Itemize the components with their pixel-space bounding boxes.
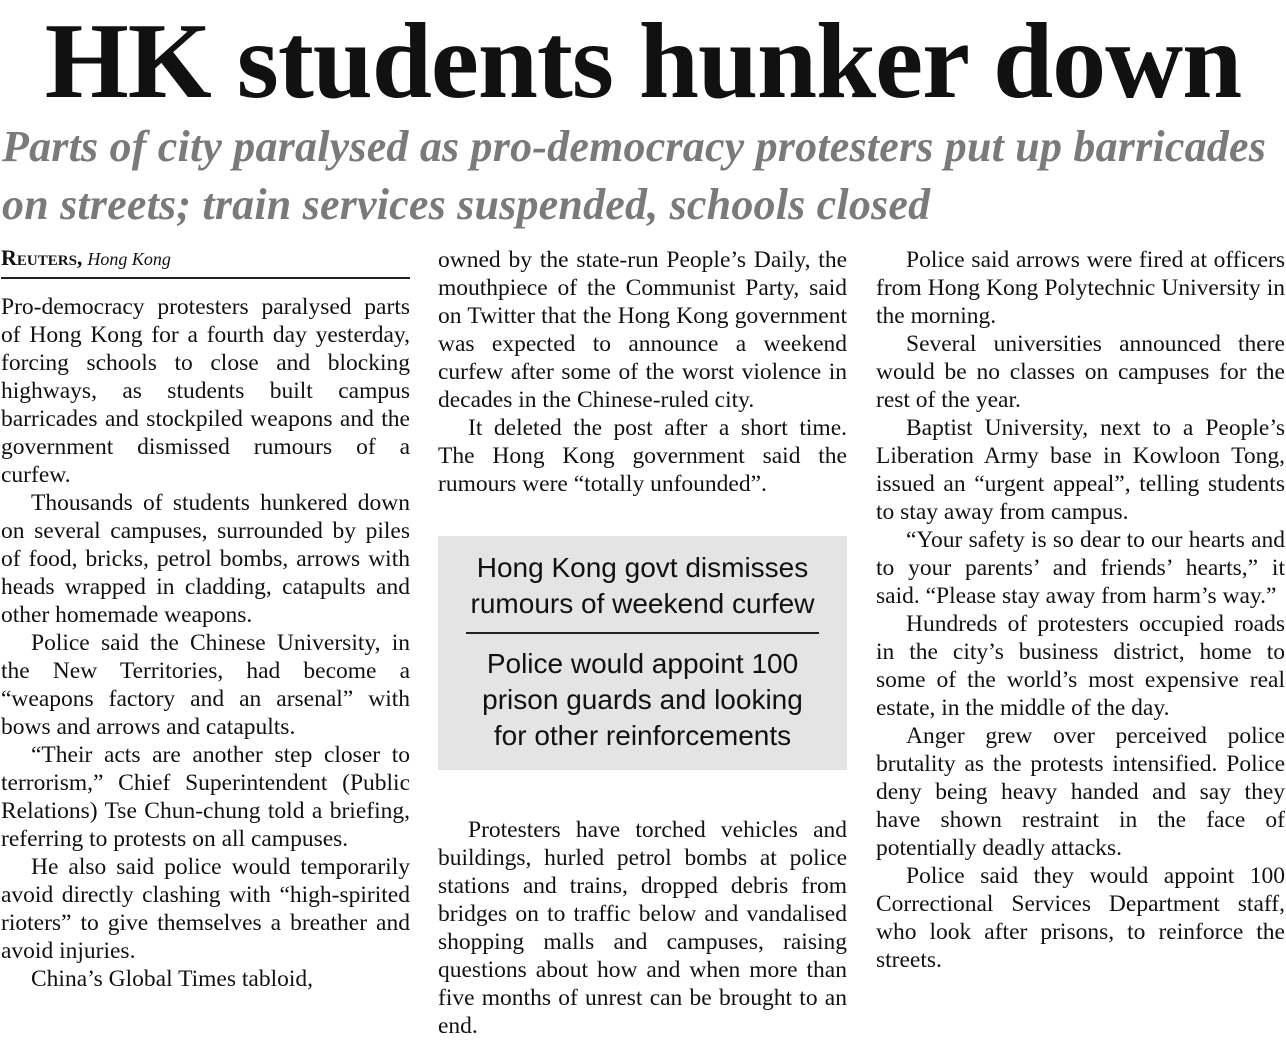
subheadline: Parts of city paralysed as pro-democracy protesters put up barricades on streets; train services suspended, schools closed — [2, 122, 1267, 229]
byline-agency: Reuters, — [1, 245, 83, 270]
paragraph: Pro-democracy protesters paralysed parts of Hong Kong for a fourth day yesterday, forcing schools to close and blocking highways, as students built campus barricades and stockpiled weapons and the government dismissed rumours of a curfew. — [1, 294, 410, 488]
article-column-3 — [876, 246, 1285, 974]
byline — [1, 246, 410, 279]
paragraph: Baptist University, next to a People’s Liberation Army base in Kowloon Tong, issued an “urgent appeal”, telling students to stay away from campus. — [876, 415, 1285, 525]
byline-city: Hong Kong — [87, 249, 171, 269]
paragraph: “Your safety is so dear to our hearts and to your parents’ and friends’ hearts,” it said. “Please stay away from harm’s way.” — [876, 527, 1285, 609]
paragraph: Anger grew over perceived police brutality as the protests intensified. Police deny being heavy handed and say they have shown restraint in the face of potentially deadly attacks. — [876, 723, 1285, 861]
article-column-2 — [438, 246, 847, 1040]
paragraph: Protesters have torched vehicles and buildings, hurled petrol bombs at police stations and trains, dropped debris from bridges on to traffic below and vandalised shopping malls and campuses, raising questions about how and when more than five months of unrest can be brought to an end. — [438, 817, 847, 1039]
paragraph: Police said the Chinese University, in the New Territories, had become a “weapons factory and an arsenal” with bows and arrows and catapults. — [1, 630, 410, 740]
pull-quote-box — [438, 536, 847, 770]
paragraph: Hundreds of protesters occupied roads in the city’s business district, home to some of the world’s most expensive real estate, in the middle of the day. — [876, 611, 1285, 721]
article-column-1 — [1, 246, 410, 993]
headline: HK students hunker down — [44, 2, 1242, 121]
paragraph: Police said they would appoint 100 Correctional Services Department staff, who look after prisons, to reinforce the streets. — [876, 863, 1285, 973]
paragraph: China’s Global Times tabloid, — [31, 966, 314, 992]
pull-quote-title: Hong Kong govt dismisses rumours of weekend curfew — [466, 550, 819, 634]
paragraph: Several universities announced there would be no classes on campuses for the rest of the year. — [876, 331, 1285, 413]
paragraph: owned by the state-run People’s Daily, the mouthpiece of the Communist Party, said on Twitter that the Hong Kong government was expected to announce a weekend curfew after some of the worst violence in decades in the Chinese-ruled city. — [438, 247, 847, 413]
pull-quote-subtitle: Police would appoint 100 prison guards and looking for other reinforcements — [482, 648, 803, 751]
paragraph: He also said police would temporarily avoid directly clashing with “high-spirited rioters” to give themselves a breather and avoid injuries. — [1, 854, 410, 964]
paragraph: Police said arrows were fired at officers from Hong Kong Polytechnic University in the morning. — [876, 247, 1285, 329]
paragraph: It deleted the post after a short time. The Hong Kong government said the rumours were “totally unfounded”. — [438, 415, 847, 497]
paragraph: Thousands of students hunkered down on several campuses, surrounded by piles of food, bricks, petrol bombs, arrows with heads wrapped in cladding, catapults and other homemade weapons. — [1, 490, 410, 628]
paragraph: “Their acts are another step closer to terrorism,” Chief Superintendent (Public Relations) Tse Chun-chung told a briefing, referring to protests on all campuses. — [1, 742, 410, 852]
